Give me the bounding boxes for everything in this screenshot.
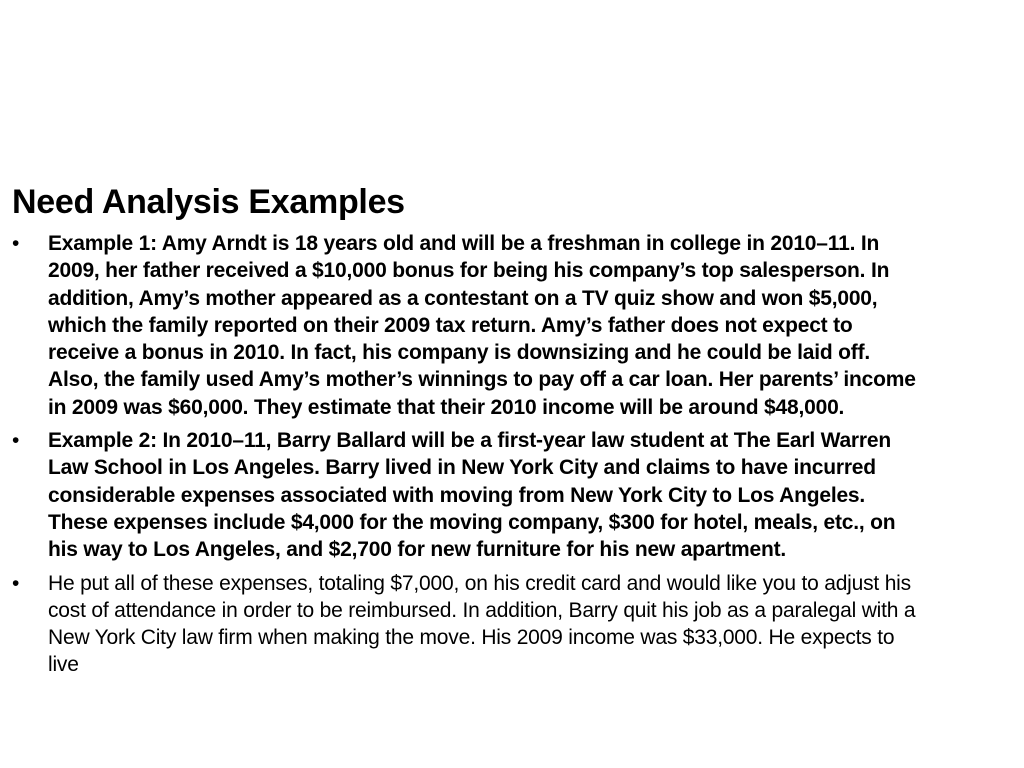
bullet-text: Example 2: In 2010–11, Barry Ballard will be a first-year law student at The Earl Warren Law School in Los Angeles. Barry lived in New York City and claims to have incurred considerable expenses associated with moving from New York City to Los Angeles. These expenses include $4,000 for the moving company, $300 for hotel, meals, etc., on his way to Los Angeles, and $2,700 for new furniture for his new apartment. — [48, 429, 896, 562]
bullet-example-2 — [12, 427, 922, 563]
bullet-marker-icon: • — [12, 232, 20, 255]
bullet-marker-icon: • — [12, 571, 20, 595]
bullet-text: Example 1: Amy Arndt is 18 years old and will be a freshman in college in 2010–11. In 2009, her father received a $10,000 bonus for being his company’s top salesperson. In addition, Amy’s mother appeared as a contestant on a TV quiz show and won $5,000, which the family reported on their 2009 tax return. Amy’s father does not expect to receive a bonus in 2010. In fact, his company is downsizing and he could be laid off. Also, the family used Amy’s mother’s winnings to pay off a car loan. Her parents’ income in 2009 was $60,000. They estimate that their 2010 income will be around $48,000. — [48, 232, 916, 419]
bullet-example-2-continued — [12, 570, 922, 679]
bullet-example-1 — [12, 230, 922, 421]
bullet-text: He put all of these expenses, totaling $7,000, on his credit card and would like you to adjust his cost of attendance in order to be reimbursed. In addition, Barry quit his job as a paralegal with a New York City law firm when making the move. His 2009 income was $33,000. He expects to live — [48, 571, 916, 677]
bullet-list — [12, 230, 922, 685]
bullet-marker-icon: • — [12, 429, 20, 453]
slide-title: Need Analysis Examples — [12, 183, 405, 221]
